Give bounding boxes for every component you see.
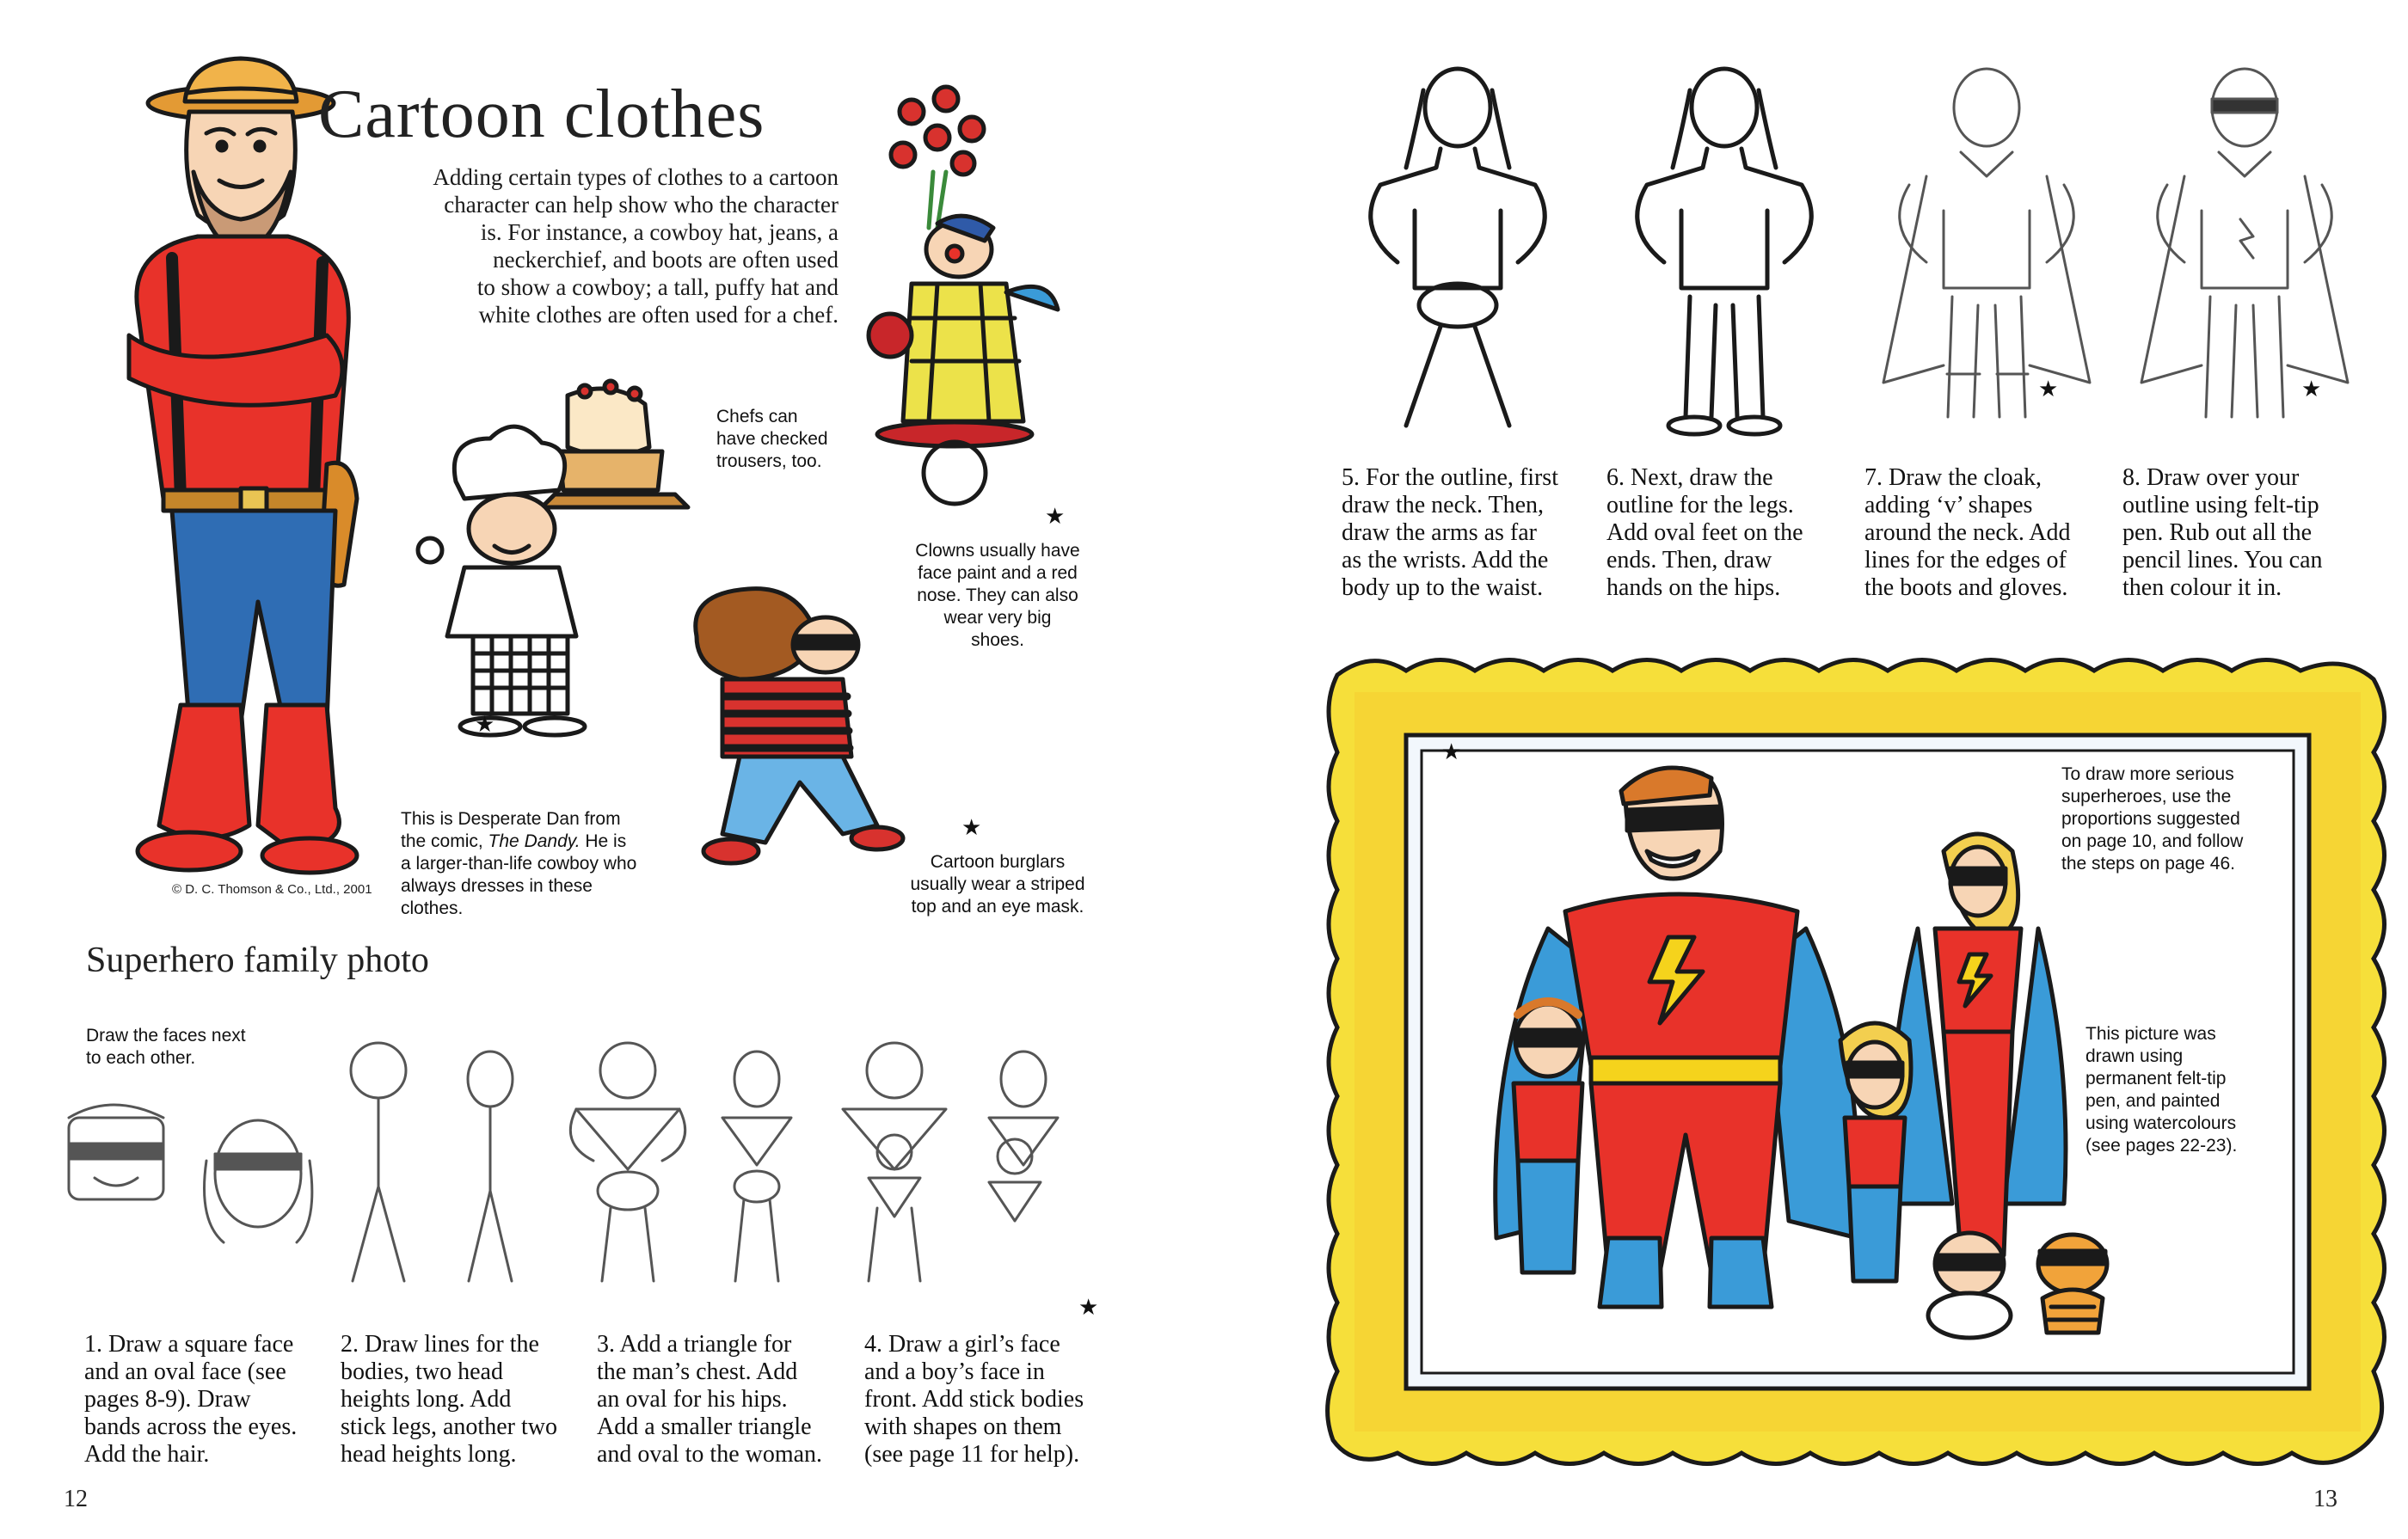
step-line: 4. Draw a girl’s face: [864, 1331, 1060, 1358]
step-line: 8. Draw over your: [2122, 464, 2300, 491]
step-line: pen. Rub out all the: [2122, 519, 2313, 546]
caption-line: permanent felt-tip: [2086, 1069, 2227, 1088]
caption-line: the steps on page 46.: [2061, 854, 2235, 874]
step-2-sketch: [327, 1023, 550, 1290]
caption-line: wear very big: [943, 608, 1052, 628]
step-line: around the neck. Add: [1864, 519, 2071, 546]
caption-line: Draw the faces next: [86, 1026, 246, 1045]
caption-line: clothes.: [401, 898, 464, 918]
technique-caption: [2086, 1023, 2237, 1157]
page-number-right: 13: [2313, 1486, 2337, 1512]
step-4-sketch: [826, 1023, 1092, 1290]
step-4-text: [864, 1331, 1084, 1468]
intro-paragraph: [340, 163, 838, 328]
step-line: 6. Next, draw the: [1606, 464, 1773, 491]
step-line: body up to the waist.: [1342, 574, 1544, 601]
step-line: the boots and gloves.: [1864, 574, 2068, 601]
step-line: pages 8-9). Draw: [84, 1386, 251, 1413]
step-3-text: [597, 1331, 822, 1468]
caption-line: superheroes, use the: [2061, 787, 2232, 806]
intro-line: to show a cowboy; a tall, puffy hat and: [476, 274, 838, 300]
step-line: heights long. Add: [341, 1386, 512, 1413]
intro-line: neckerchief, and boots are often used: [493, 247, 838, 273]
step-line: pencil lines. You can: [2122, 547, 2323, 573]
page-title: Cartoon clothes: [318, 77, 765, 152]
caption-line: Cartoon burglars: [930, 852, 1066, 872]
step-8-text: [2122, 464, 2323, 602]
step-5-sketch: [1346, 56, 1570, 434]
star-icon: ★: [961, 815, 982, 840]
page-number-left: 12: [64, 1486, 88, 1512]
caption-line: usually wear a striped: [910, 874, 1085, 894]
step-line: and an oval face (see: [84, 1358, 286, 1385]
copyright-notice: © D. C. Thomson & Co., Ltd., 2001: [172, 882, 372, 897]
step-1-text: [84, 1331, 297, 1468]
caption-line: To draw more serious: [2061, 764, 2234, 784]
step-line: outline using felt-tip: [2122, 492, 2319, 518]
step-8-sketch: [2133, 56, 2356, 434]
step-line: with shapes on them: [864, 1413, 1062, 1440]
caption-line: shoes.: [971, 630, 1024, 650]
caption-line: have checked: [716, 429, 828, 449]
superhero-family-illustration: [1436, 757, 2141, 1341]
step-line: stick legs, another two: [341, 1413, 557, 1440]
star-icon: ★: [2038, 377, 2059, 402]
step-7-text: [1864, 464, 2071, 602]
step-line: the man’s chest. Add: [597, 1358, 798, 1385]
caption-line: [401, 831, 636, 853]
step-5-text: [1342, 464, 1558, 602]
serious-superheroes-caption: [2061, 763, 2243, 875]
caption-line: to each other.: [86, 1048, 196, 1068]
caption-text: the comic,: [401, 831, 488, 851]
step-line: and oval to the woman.: [597, 1441, 823, 1468]
star-icon: ★: [1045, 504, 1066, 529]
step-3-sketch: [559, 1023, 826, 1290]
burglar-caption: [894, 851, 1101, 918]
star-icon: ★: [2301, 377, 2322, 402]
star-icon: ★: [1441, 739, 1462, 764]
caption-line: Chefs can: [716, 407, 798, 426]
step-line: 5. For the outline, first: [1342, 464, 1558, 491]
step-line: as the wrists. Add the: [1342, 547, 1549, 573]
step-line: bodies, two head: [341, 1358, 503, 1385]
caption-line: always dresses in these: [401, 876, 593, 896]
step-line: lines for the edges of: [1864, 547, 2067, 573]
caption-line: pen, and painted: [2086, 1091, 2221, 1111]
star-icon: ★: [475, 712, 495, 737]
caption-line: face paint and a red: [918, 563, 1078, 583]
step-line: head heights long.: [341, 1441, 517, 1468]
step-line: draw the arms as far: [1342, 519, 1538, 546]
caption-line: on page 10, and follow: [2061, 831, 2244, 851]
step-6-sketch: [1612, 56, 1836, 434]
caption-line: This is Desperate Dan from: [401, 809, 621, 829]
caption-line: proportions suggested: [2061, 809, 2240, 829]
caption-line: Clowns usually have: [915, 541, 1080, 561]
caption-line: top and an eye mask.: [911, 897, 1084, 917]
step-line: Add oval feet on the: [1606, 519, 1803, 546]
clown-illustration: [851, 77, 1075, 507]
chef-caption: [716, 406, 828, 473]
step-line: 1. Draw a square face: [84, 1331, 294, 1358]
step-line: 2. Draw lines for the: [341, 1331, 539, 1358]
section-heading: Superhero family photo: [86, 941, 429, 980]
star-icon: ★: [1078, 1295, 1099, 1320]
step-2-text: [341, 1331, 557, 1468]
step-line: hands on the hips.: [1606, 574, 1781, 601]
step-line: ends. Then, draw: [1606, 547, 1772, 573]
step-line: Add the hair.: [84, 1441, 210, 1468]
step-line: bands across the eyes.: [84, 1413, 298, 1440]
caption-line: nose. They can also: [917, 586, 1078, 605]
step-line: 7. Draw the cloak,: [1864, 464, 2042, 491]
step-line: front. Add stick bodies: [864, 1386, 1084, 1413]
faces-caption: [86, 1025, 246, 1070]
desperate-dan-caption: [401, 808, 636, 920]
step-line: then colour it in.: [2122, 574, 2282, 601]
step-line: Add a smaller triangle: [597, 1413, 812, 1440]
intro-line: white clothes are often used for a chef.: [478, 302, 838, 328]
caption-line: (see pages 22-23).: [2086, 1136, 2238, 1156]
intro-line: character can help show who the character: [444, 192, 838, 218]
step-line: outline for the legs.: [1606, 492, 1794, 518]
step-6-text: [1606, 464, 1803, 602]
caption-line: This picture was: [2086, 1024, 2216, 1044]
intro-line: is. For instance, a cowboy hat, jeans, a: [480, 219, 838, 245]
caption-line: drawn using: [2086, 1046, 2184, 1066]
caption-line: trousers, too.: [716, 451, 822, 471]
chef-illustration: [413, 378, 697, 757]
step-line: (see page 11 for help).: [864, 1441, 1080, 1468]
clown-caption: [894, 540, 1101, 652]
step-line: draw the neck. Then,: [1342, 492, 1545, 518]
step-line: an oval for his hips.: [597, 1386, 788, 1413]
step-1-sketch: [52, 1092, 310, 1247]
step-line: and a boy’s face in: [864, 1358, 1045, 1385]
caption-line: using watercolours: [2086, 1113, 2237, 1133]
comic-title: The Dandy.: [488, 831, 580, 851]
step-7-sketch: [1875, 56, 2098, 434]
step-line: 3. Add a triangle for: [597, 1331, 792, 1358]
caption-line: a larger-than-life cowboy who: [401, 854, 637, 874]
step-line: adding ‘v’ shapes: [1864, 492, 2033, 518]
intro-line: Adding certain types of clothes to a cartoon: [433, 164, 838, 190]
caption-text: He is: [580, 831, 627, 851]
